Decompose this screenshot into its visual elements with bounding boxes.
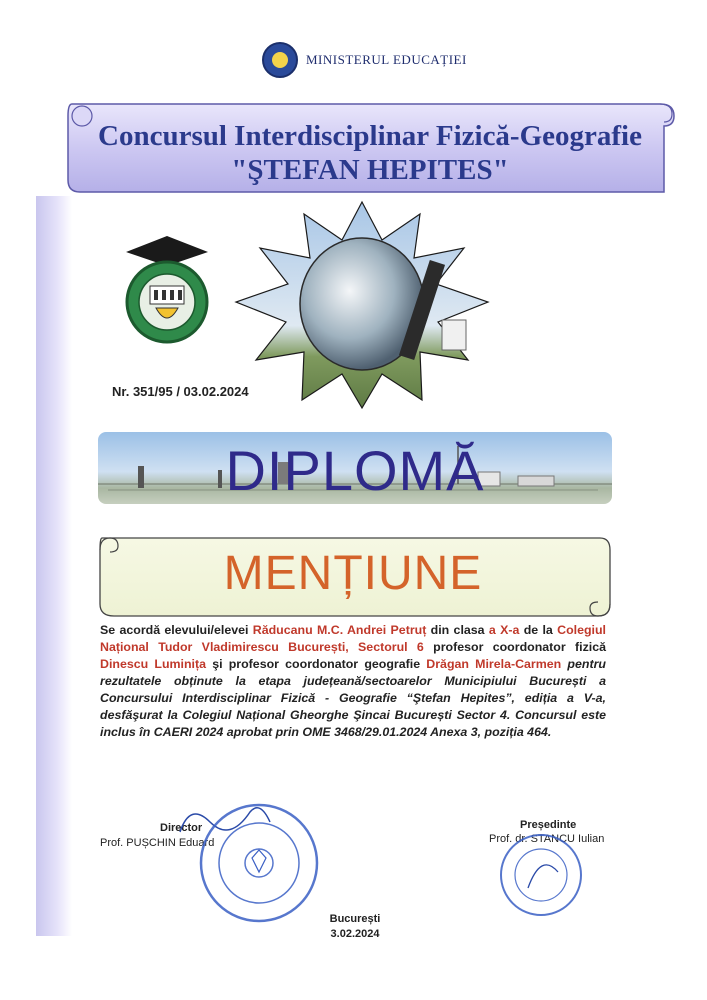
contest-stamp	[498, 832, 584, 918]
director-role: Director	[160, 822, 203, 834]
school-name: Colegiul Național Tudor Vladimirescu București, Sectorul 6	[100, 623, 606, 654]
text-geography-label: şi profesor coordonator geografie	[206, 657, 427, 671]
director-name: Prof. PUȘCHIN Eduard	[100, 837, 215, 849]
school-crest-icon	[112, 232, 222, 347]
ministry-header	[262, 40, 467, 80]
president-name: Prof. dr. STANCU Iulian	[489, 833, 605, 845]
award-text	[100, 622, 606, 741]
romania-government-emblem-icon	[262, 42, 298, 78]
award-title: MENȚIUNE	[223, 547, 483, 600]
president-role: Președinte	[520, 819, 577, 831]
student-class: a X-a	[488, 623, 520, 637]
text-details: pentru rezultatele obținute la etapa județeană/sectoarelor Municipiului București a Concursului Interdisciplinar Fizică - Geografie “Ştefan Hepites”, ediția a V-a, desfăşurat la Colegiul Național Gheorghe Şincai București Sector 4. Concursul este inclus în CAERI 2024 aprobat prin OME 3468/29.01.2024 Anexa 3, poziția 464.	[100, 657, 606, 739]
ministry-stamp	[196, 800, 322, 926]
sidebar-stripe	[36, 196, 72, 936]
diploma-title: DIPLOMĂ	[225, 439, 485, 502]
ministry-name: MINISTERUL EDUCAȚIEI	[306, 52, 467, 67]
geography-teacher: Drăgan Mirela-Carmen	[426, 657, 562, 671]
contest-subtitle: "ŞTEFAN HEPITES"	[231, 154, 509, 186]
weather-station-star-photo	[232, 200, 492, 410]
text-intro: Se acordă elevului/elevei	[100, 623, 253, 637]
document-number: Nr. 351/95 / 03.02.2024	[112, 384, 249, 399]
contest-title: Concursul Interdisciplinar Fizică-Geografie	[98, 120, 642, 152]
text-class-label: din clasa	[426, 623, 489, 637]
physics-teacher: Dinescu Luminița	[100, 657, 207, 671]
text-physics-label: profesor coordonator fizică	[423, 640, 606, 654]
issue-place: București	[329, 913, 381, 925]
issue-date: 3.02.2024	[330, 928, 380, 940]
student-name: Răducanu M.C. Andrei Petruț	[252, 623, 427, 637]
text-school-label: de la	[519, 623, 558, 637]
